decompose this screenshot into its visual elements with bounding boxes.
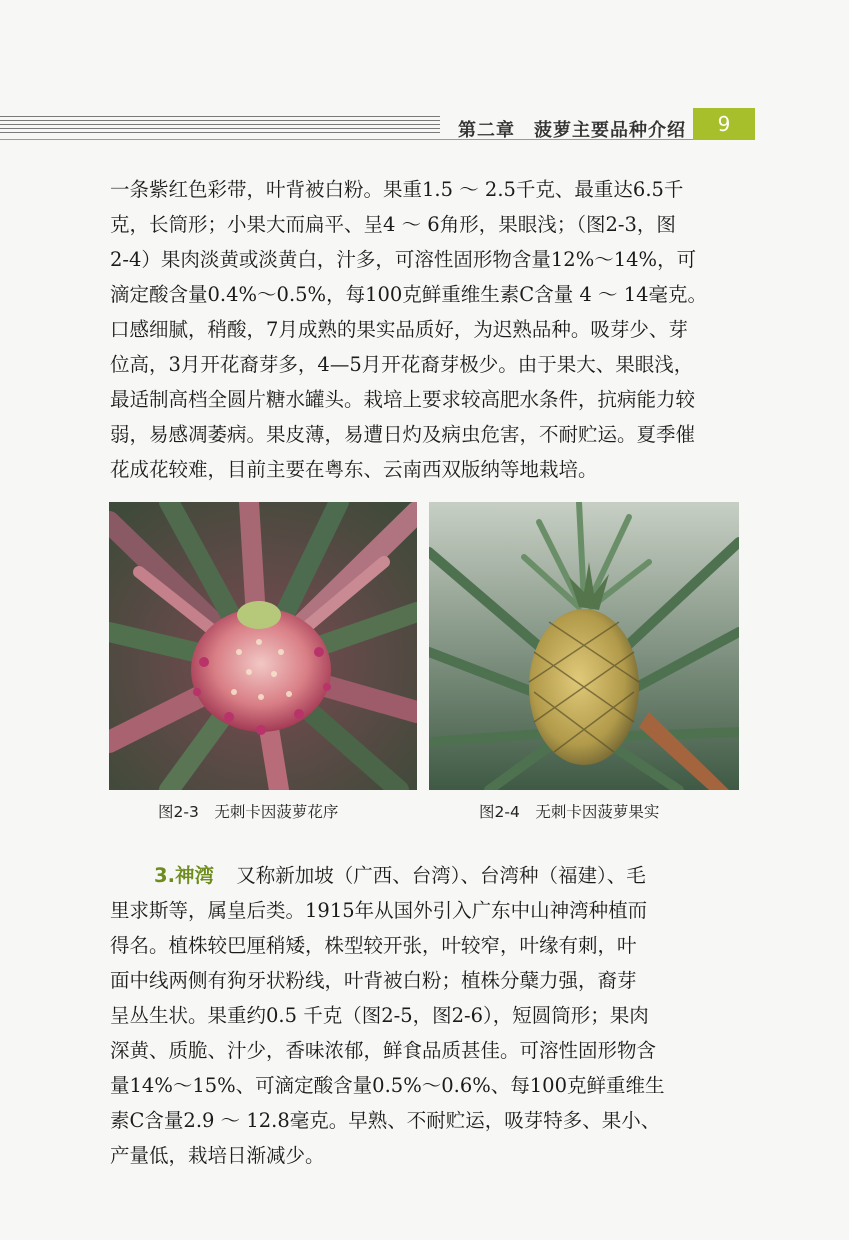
header-rule: [0, 128, 440, 129]
header-rule: [0, 120, 440, 121]
text-line: 位高，3月开花裔芽多，4—5月开花裔芽极少。由于果大、果眼浅，: [110, 353, 694, 376]
text-line: 呈丛生状。果重约0.5 千克（图2-5，图2-6），短圆筒形；果肉: [110, 1004, 649, 1027]
paragraph-1: [110, 172, 742, 487]
text-line: 里求斯等，属皇后类。1915年从国外引入广东中山神湾种植而: [110, 899, 648, 922]
text-line: 克，长筒形；小果大而扁平、呈4 ～ 6角形，果眼浅；（图2-3，图: [110, 213, 676, 236]
paragraph-2: [110, 858, 742, 1173]
text-line: 滴定酸含量0.4%～0.5%，每100克鲜重维生素C含量 4 ～ 14毫克。: [110, 283, 708, 306]
text-line: 量14%～15%、可滴定酸含量0.5%～0.6%、每100克鲜重维生: [110, 1074, 665, 1097]
pineapple-fruit-photo: [429, 502, 739, 790]
pineapple-inflorescence-photo: [109, 502, 417, 790]
header-rule: [0, 116, 440, 117]
section-heading: 3.神湾: [154, 864, 214, 887]
header-rule: [0, 132, 440, 133]
text-line: 深黄、质脆、汁少，香味浓郁，鲜食品质甚佳。可溶性固形物含: [110, 1039, 657, 1062]
text-line: [110, 858, 742, 893]
figure-caption-2-4: 图2-4 无刺卡因菠萝果实: [479, 803, 660, 821]
text-line: 一条紫红色彩带，叶背被白粉。果重1.5 ～ 2.5千克、最重达6.5千: [110, 178, 684, 201]
text-line: 2-4）果肉淡黄或淡黄白，汁多，可溶性固形物含量12%～14%，可: [110, 248, 697, 271]
text-line: 素C含量2.9 ～ 12.8毫克。早熟、不耐贮运，吸芽特多、果小、: [110, 1109, 661, 1132]
text-line: 口感细腻，稍酸，7月成熟的果实品质好，为迟熟品种。吸芽少、芽: [110, 318, 688, 341]
heading-line-text: 又称新加坡（广西、台湾）、台湾种（福建）、毛: [236, 864, 646, 887]
text-line: 花成花较难，目前主要在粤东、云南西双版纳等地栽培。: [110, 458, 598, 481]
text-line: 弱，易感凋萎病。果皮薄，易遭日灼及病虫危害，不耐贮运。夏季催: [110, 423, 696, 446]
header-rule: [0, 124, 440, 125]
figure-caption-2-3: 图2-3 无刺卡因菠萝花序: [158, 803, 339, 821]
chapter-title: 第二章 菠萝主要品种介绍: [458, 120, 686, 141]
text-line: 产量低，栽培日渐减少。: [110, 1144, 325, 1167]
text-line: 得名。植株较巴厘稍矮，株型较开张，叶较窄，叶缘有刺，叶: [110, 934, 637, 957]
text-line: 最适制高档全圆片糖水罐头。栽培上要求较高肥水条件，抗病能力较: [110, 388, 696, 411]
page-number: 9: [693, 108, 755, 140]
text-line: 面中线两侧有狗牙状粉线，叶背被白粉；植株分蘖力强，裔芽: [110, 969, 637, 992]
